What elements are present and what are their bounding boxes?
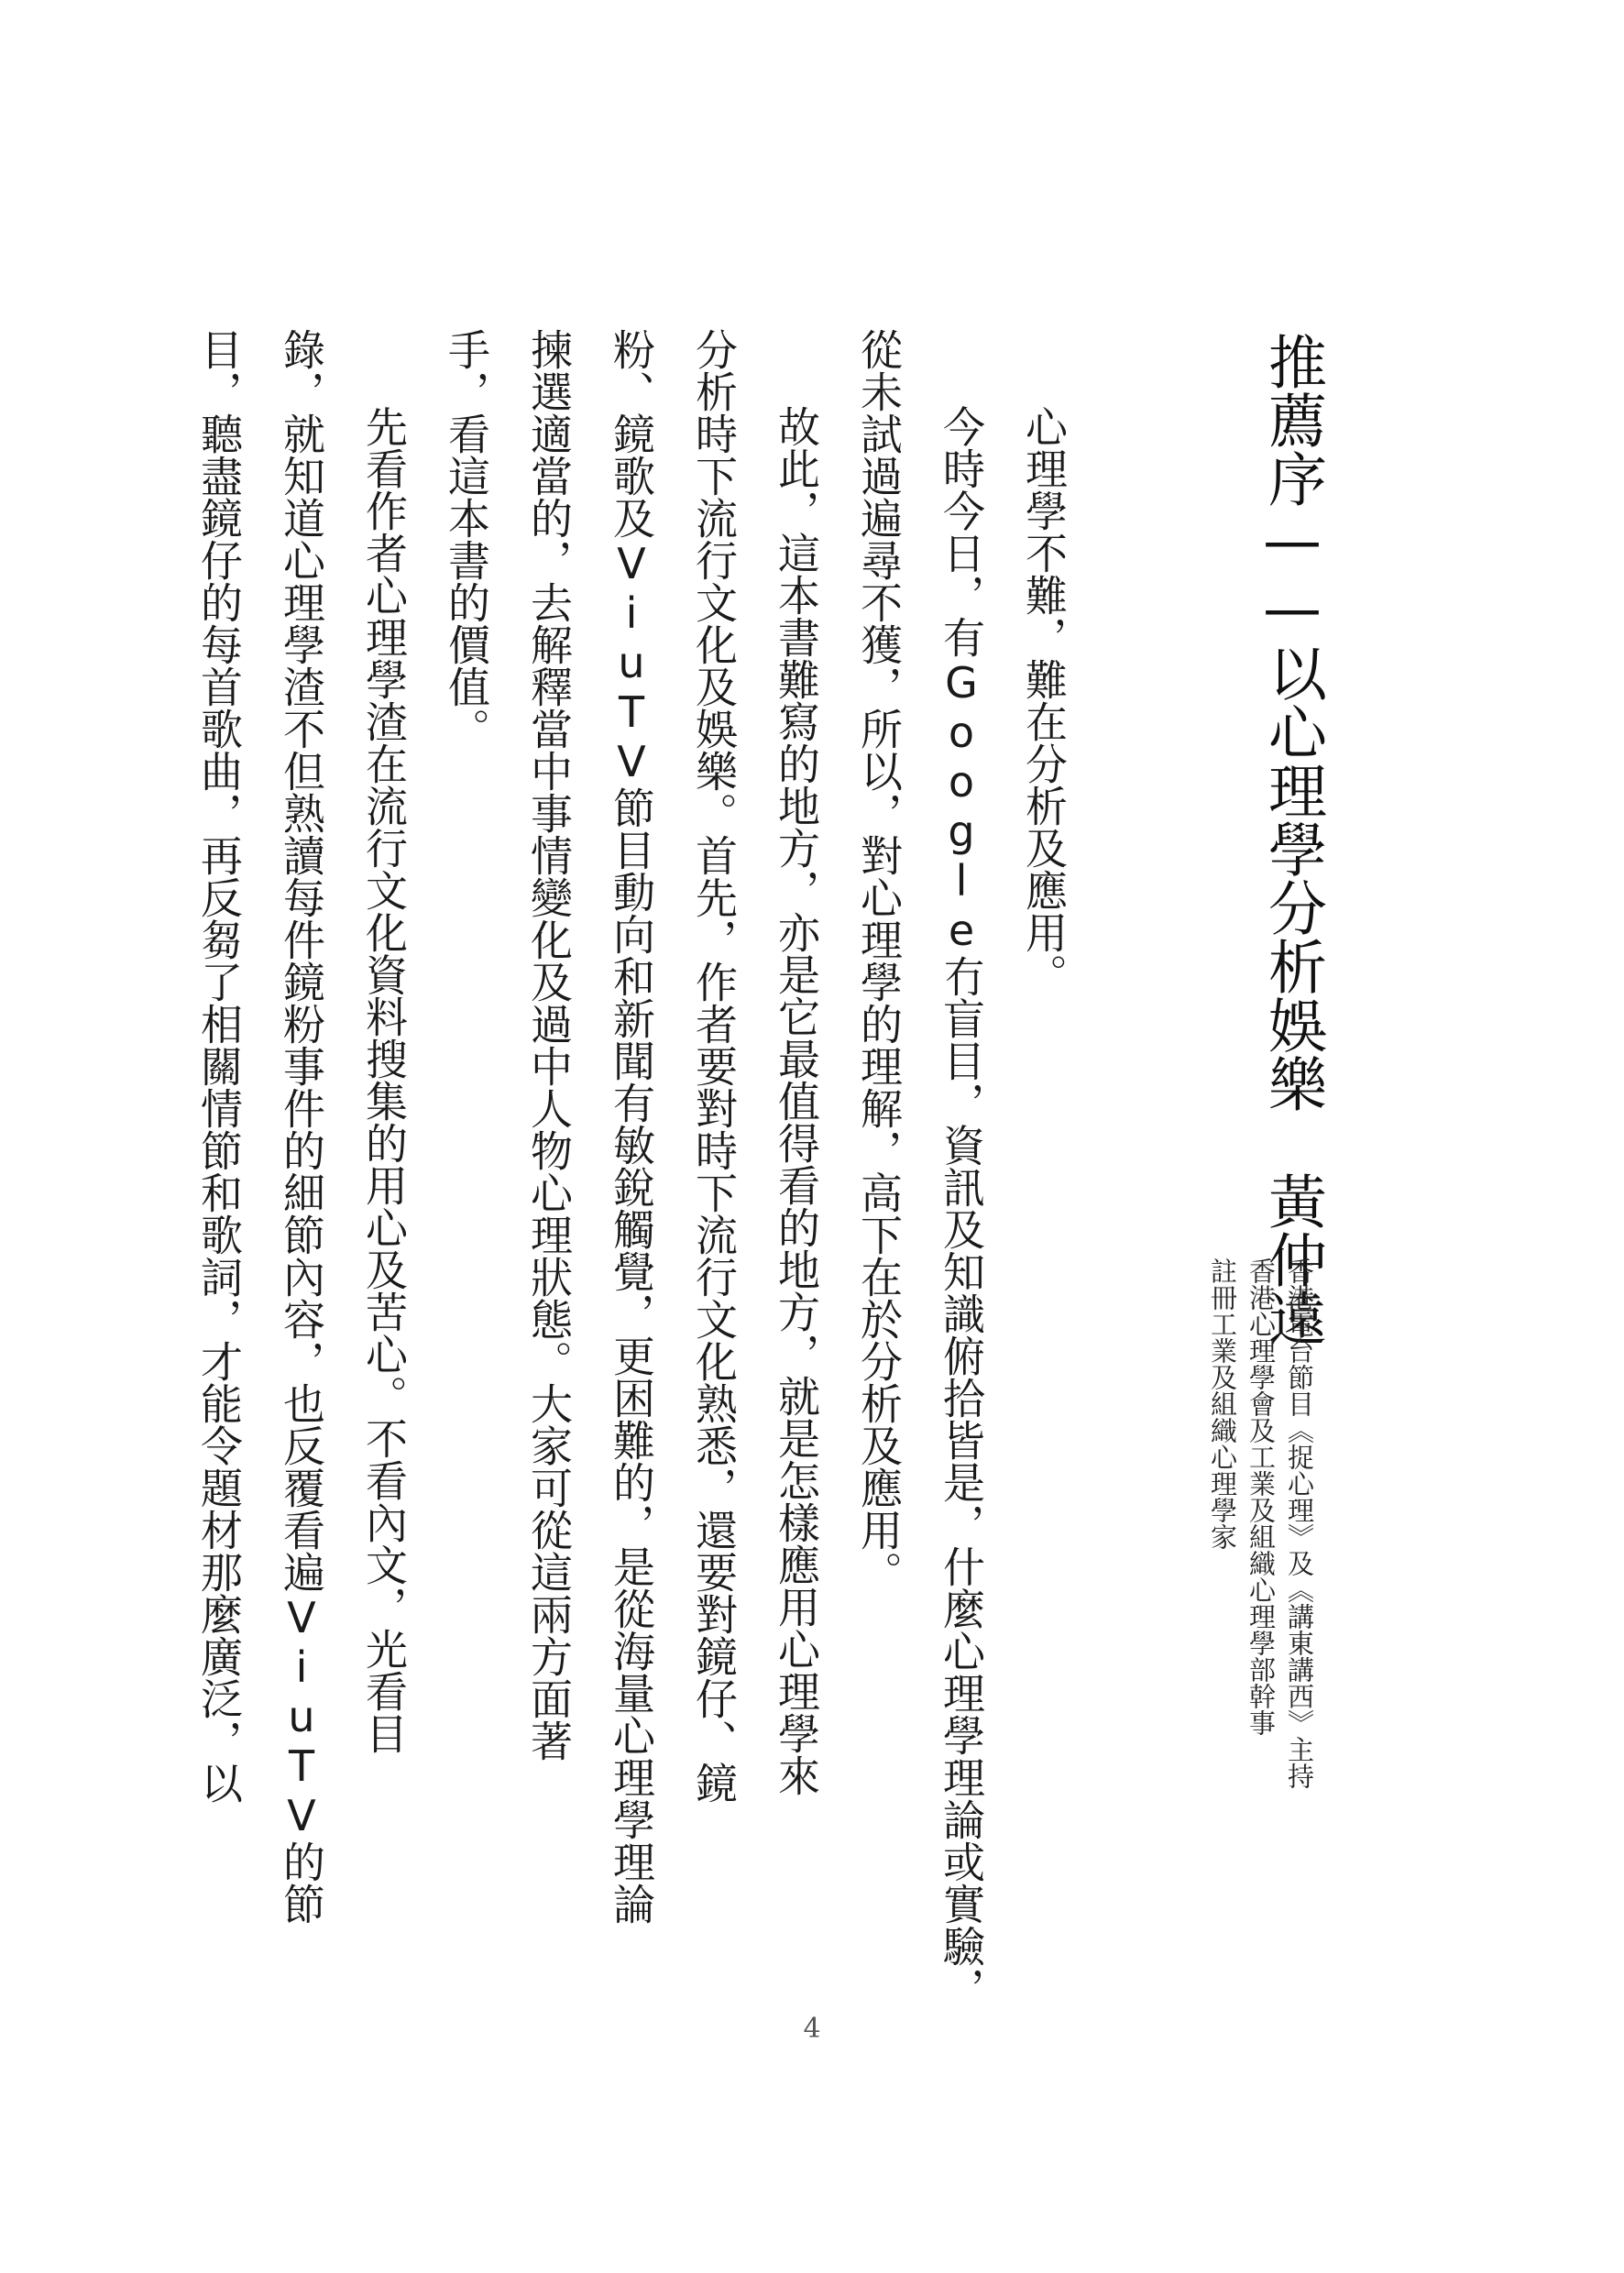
page-title: 推薦序——以心理學分析娛樂 黃仲遠 [1258,332,1326,1347]
body-column-8: 手，看這本書的價值。 [442,328,491,750]
body-column-3: 從未試過遍尋不獲，所以，對心理學的理解，高下在於分析及應用。 [854,328,904,1593]
body-column-9: 先看作者心理學渣在流行文化資料搜集的用心及苦心。不看內文，光看目 [359,405,409,1754]
body-column-11: 目，聽盡鏡仔的每首歌曲，再反芻了相關情節和歌詞，才能令題材那麼廣泛，以 [194,328,244,1804]
body-column-2: 今時今日，有Google冇盲目，資訊及知識俯拾皆是，什麼心理學理論或實驗， [937,405,986,2009]
body-column-1: 心理學不難，難在分析及應用。 [1019,405,1069,995]
body-column-5: 分析時下流行文化及娛樂。首先，作者要對時下流行文化熟悉，還要對鏡仔、鏡 [689,328,739,1804]
page-number: 4 [803,2013,821,2045]
body-column-7: 揀選適當的，去解釋當中事情變化及過中人物心理狀態。大家可從這兩方面著 [524,328,574,1762]
author-affiliation-2: 香港心理學會及工業及組織心理學部幹事 [1245,1257,1277,1736]
author-affiliation-3: 註冊工業及組織心理學家 [1207,1257,1238,1550]
author-affiliation-1: 香港電台節目《捉心理》及《講東講西》主持 [1284,1257,1315,1789]
body-column-10: 錄，就知道心理學渣不但熟讀每件鏡粉事件的細節內容，也反覆看遍ViuTV的節 [277,328,326,1925]
body-column-4: 故此，這本書難寫的地方，亦是它最值得看的地方，就是怎樣應用心理學來 [772,405,821,1796]
body-column-6: 粉、鏡歌及ViuTV節目動向和新聞有敏銳觸覺，更困難的，是從海量心理學理論 [607,328,656,1925]
